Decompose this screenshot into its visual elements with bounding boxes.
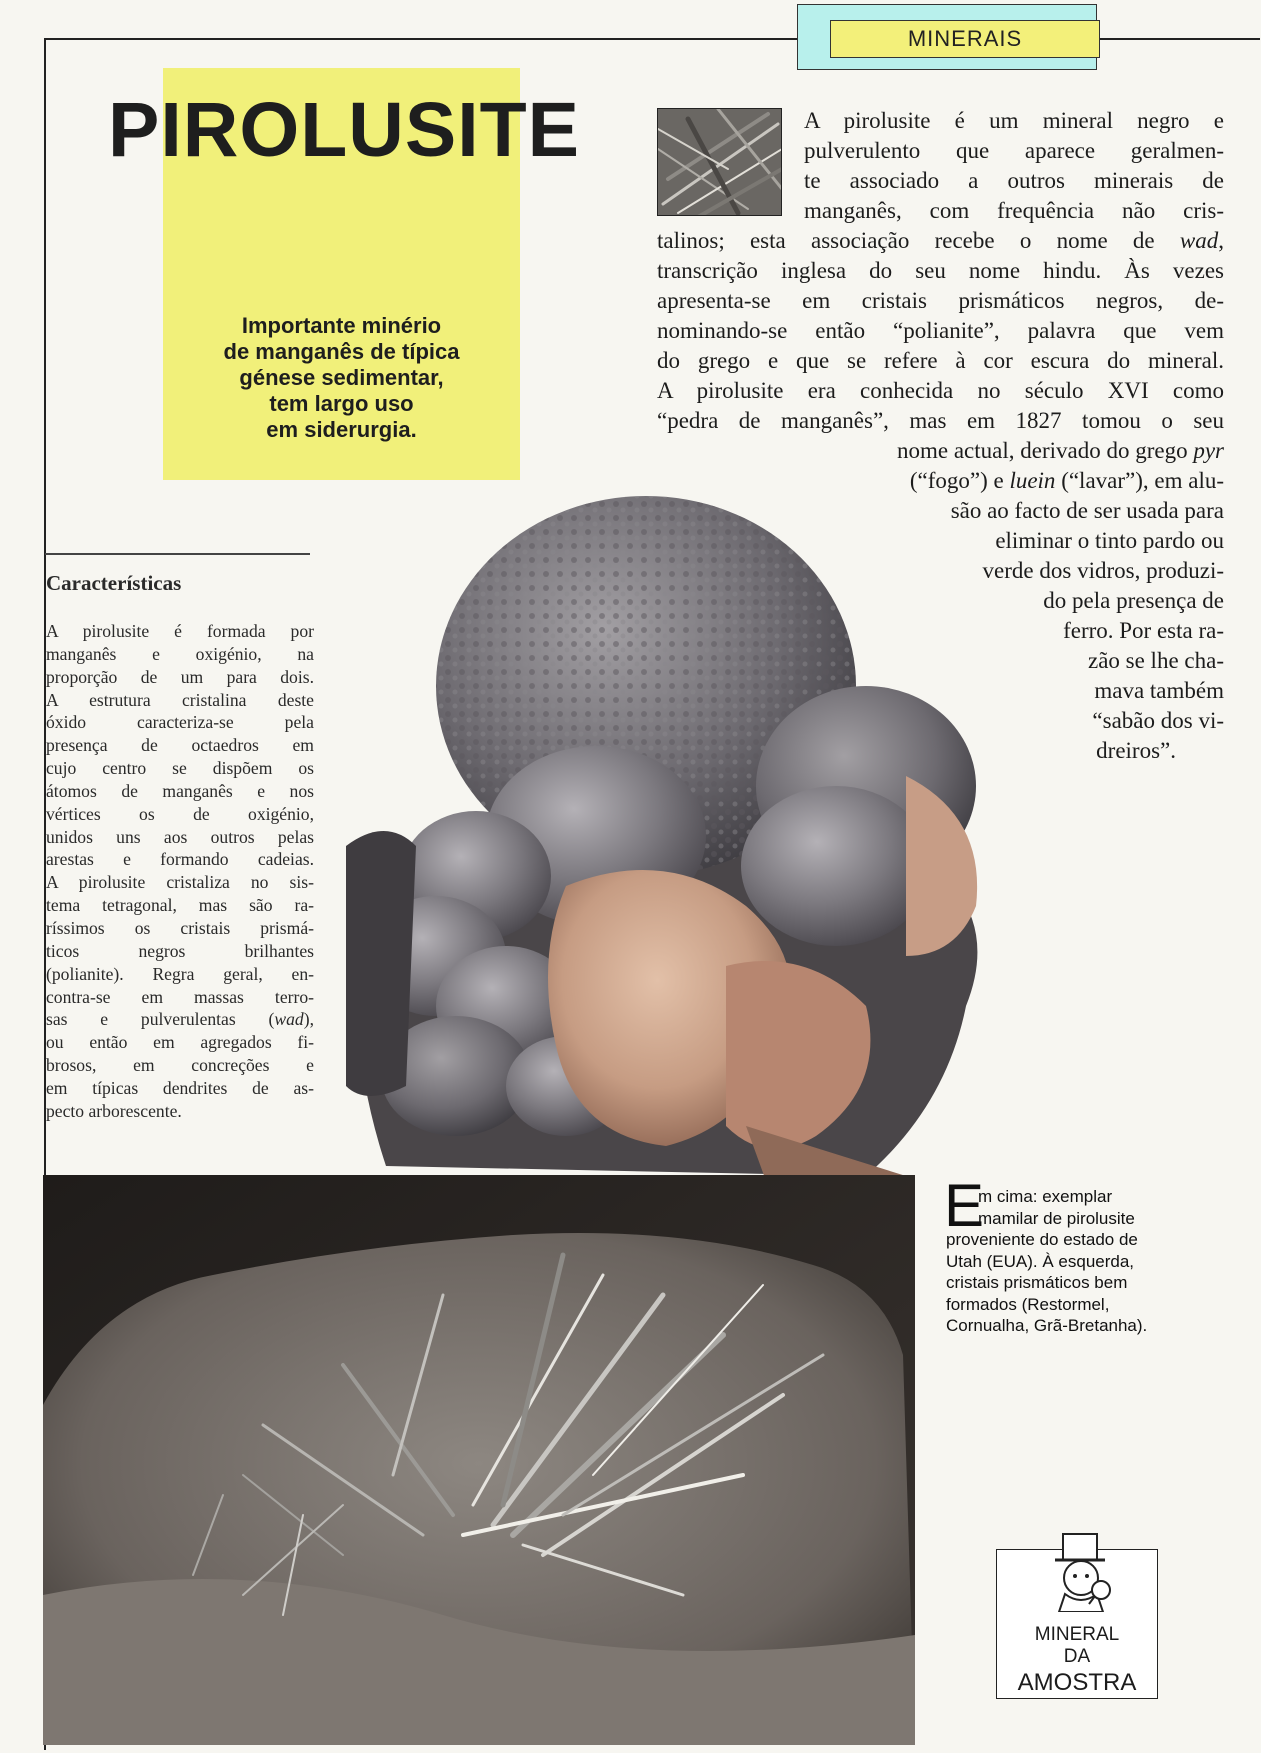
characteristics-line: cujo centro se dispõem os: [46, 758, 314, 779]
mamillary-pyrolusite-graphic: [346, 486, 1026, 1182]
subtitle-line: em siderurgia.: [266, 417, 417, 442]
characteristics-line: proporção de um para dois.: [46, 666, 314, 687]
caption-line: Cornualha, Grã-Bretanha).: [946, 1316, 1148, 1335]
characteristics-line: óxido caracteriza-se pela: [46, 712, 314, 733]
characteristics-line: (polianite). Regra geral, en-: [46, 963, 314, 984]
intro-line: dreiros”.: [1096, 738, 1176, 763]
caption-line: Utah (EUA). À esquerda,: [946, 1251, 1135, 1271]
caption-line: m cima: exemplar: [978, 1187, 1113, 1206]
photo-caption: [946, 1186, 1176, 1337]
intro-line: são ao facto de ser usada para: [950, 498, 1224, 523]
prismatic-pyrolusite-graphic: [43, 1175, 915, 1745]
characteristics-line: tema tetragonal, mas são ra-: [46, 895, 314, 916]
intro-line: A pirolusite é um mineral negro e: [804, 108, 1224, 133]
intro-line: transcrição inglesa do seu nome hindu. Às vezes: [657, 258, 1224, 283]
page-title: PIROLUSITE: [108, 87, 581, 173]
characteristics-line: arestas e formando cadeias.: [46, 849, 314, 870]
caption-dropcap: E: [944, 1172, 985, 1239]
intro-line: te associado a outros minerais de: [804, 168, 1224, 193]
characteristics-line: pecto arborescente.: [46, 1100, 182, 1121]
caption-line: cristais prismáticos bem: [946, 1273, 1128, 1292]
intro-line: mava também: [1094, 678, 1224, 703]
characteristics-line: contra-se em massas terro-: [46, 986, 314, 1007]
mamillary-pyrolusite-photo: [346, 486, 1026, 1182]
characteristics-line: brosos, em concreções e: [46, 1055, 314, 1076]
characteristics-line: manganês e oxigénio, na: [46, 643, 314, 664]
caption-line: formados (Restormel,: [946, 1294, 1110, 1314]
intro-line: do grego e que se refere à cor escura do mineral.: [657, 348, 1224, 373]
intro-line: manganês, com frequência não cris-: [804, 198, 1224, 223]
intro-line: do pela presença de: [1043, 588, 1224, 613]
characteristics-line: em típicas dendrites de as-: [46, 1077, 314, 1098]
intro-line: zão se lhe cha-: [1087, 648, 1224, 673]
characteristics-line: ou então em agregados fi-: [46, 1032, 314, 1053]
magnifier-man-icon: [997, 1532, 1159, 1612]
logo-text: DA: [1063, 1646, 1091, 1667]
page-subtitle: [163, 313, 520, 443]
prismatic-pyrolusite-photo: [43, 1175, 915, 1745]
intro-line: nome actual, derivado do grego pyr: [896, 438, 1224, 463]
subtitle-line: de manganês de típica: [223, 339, 460, 364]
intro-line: “sabão dos vi-: [1092, 708, 1224, 733]
intro-line: pulverulento que aparece geralmen-: [804, 138, 1224, 163]
subtitle-line: tem largo uso: [269, 391, 414, 416]
characteristics-line: presença de octaedros em: [46, 735, 314, 756]
characteristics-line: sas e pulverulentas (wad),: [46, 1009, 314, 1030]
intro-line: nominando-se então “polianite”, palavra que vem: [657, 318, 1224, 343]
logo-text: AMOSTRA: [1017, 1669, 1137, 1696]
intro-line: apresenta-se em cristais prismáticos negros, de-: [657, 288, 1224, 313]
intro-paragraph-start: [804, 106, 1224, 226]
crystal-thumbnail-image: [657, 108, 782, 216]
section-divider: [45, 553, 310, 555]
subtitle-line: génese sedimentar,: [239, 365, 444, 390]
caption-line: proveniente do estado de: [946, 1230, 1138, 1249]
intro-line: A pirolusite era conhecida no século XVI como: [657, 378, 1224, 403]
caption-line: mamilar de pirolusite: [978, 1208, 1135, 1228]
intro-line: (“fogo”) e luein (“lavar”), em alu-: [909, 468, 1224, 493]
characteristics-line: vértices os de oxigénio,: [46, 803, 314, 824]
intro-line: ferro. Por esta ra-: [1063, 618, 1224, 643]
characteristics-paragraph: [46, 620, 314, 1123]
logo-text: MINERAL: [1034, 1624, 1120, 1645]
characteristics-line: A estrutura cristalina deste: [46, 689, 314, 710]
subtitle-line: Importante minério: [241, 313, 442, 338]
characteristics-line: A pirolusite cristaliza no sis-: [46, 872, 314, 893]
intro-line: “pedra de manganês”, mas em 1827 tomou o seu: [657, 408, 1224, 433]
intro-line: talinos; esta associação recebe o nome de wad,: [657, 228, 1224, 253]
section-tab: MINERAIS: [830, 20, 1100, 58]
characteristics-line: ríssimos os cristais prismá-: [46, 917, 314, 938]
characteristics-line: A pirolusite é formada por: [46, 621, 314, 641]
characteristics-line: unidos uns aos outros pelas: [46, 826, 314, 847]
intro-line: eliminar o tinto pardo ou: [995, 528, 1224, 553]
intro-line: verde dos vidros, produzi-: [982, 558, 1224, 583]
characteristics-heading: Características: [46, 571, 182, 595]
characteristics-line: ticos negros brilhantes: [46, 940, 314, 961]
characteristics-line: átomos de manganês e nos: [46, 780, 314, 801]
crystal-thumbnail-graphic: [658, 109, 782, 216]
